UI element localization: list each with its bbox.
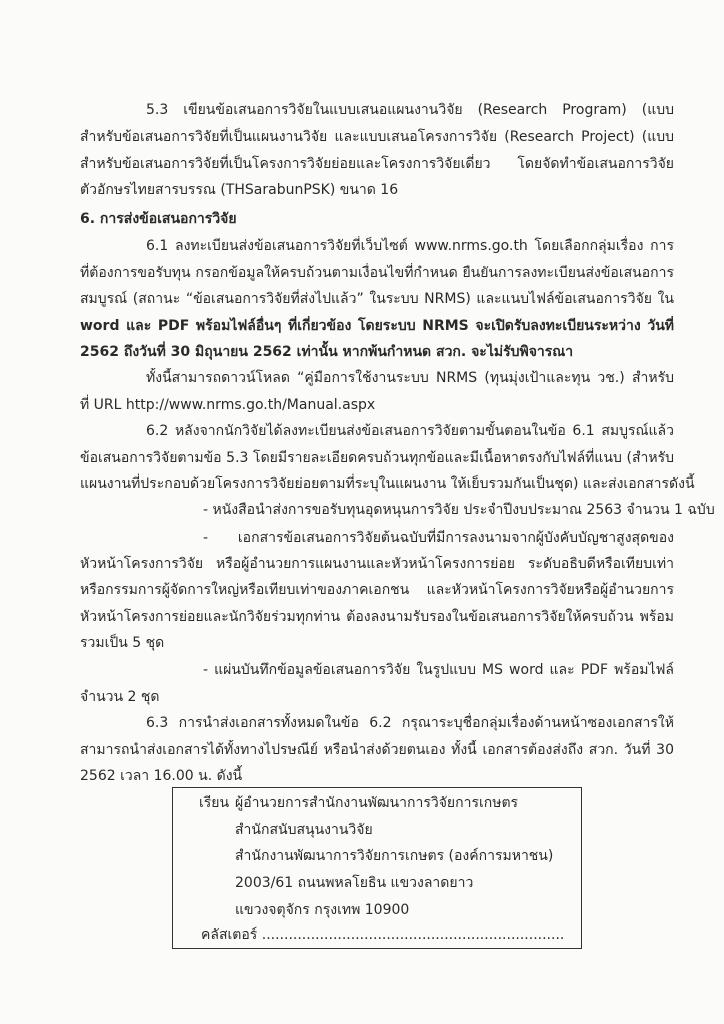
text-line: จำนวน 2 ชุด [80,689,160,705]
address-line: สำนักสนับสนุนงานวิจัย [235,822,373,838]
text-line: 2562 เวลา 16.00 น. ดังนี้ [80,768,243,784]
text-line: หรือกรรมการผู้จัดการใหญ่หรือเทียบเท่าของภาคเอกชน และหัวหน้าโครงการวิจัยหรือผู้อำนวยการ [80,582,674,598]
text-line: ทั้งนี้สามารถดาวน์โหลด “คู่มือการใช้งานระบบ NRMS (ทุนมุ่งเป้าและทุน วช.) สำหรับ [146,370,674,386]
address-line: 2003/61 ถนนพหลโยธิน แขวงลาดยาว [235,875,474,891]
text-line: รวมเป็น 5 ชุด [80,635,165,651]
text-line: 5.3 เขียนข้อเสนอการวิจัยในแบบเสนอแผนงานวิจัย (Research Program) (แบบ [146,102,674,118]
bullet-item: - เอกสารข้อเสนอการวิจัยต้นฉบับที่มีการลงนามจากผู้บังคับบัญชาสูงสุดของ [203,530,674,546]
address-box [172,787,582,949]
text-line: 6.2 หลังจากนักวิจัยได้ลงทะเบียนส่งข้อเสนอการวิจัยตามขั้นตอนในข้อ 6.1 สมบูรณ์แล้ว [146,423,674,439]
text-line: หัวหน้าโครงการวิจัย หรือผู้อำนวยการแผนงานและหัวหน้าโครงการย่อย ระดับอธิบดีหรือเทียบเท่า [80,556,674,572]
address-line: สำนักงานพัฒนาการวิจัยการเกษตร (องค์การมหาชน) [235,848,554,864]
address-line: ผู้อำนวยการสำนักงานพัฒนาการวิจัยการเกษตร [235,795,519,811]
text-line: หัวหน้าโครงการย่อยและนักวิจัยร่วมทุกท่าน ต้องลงนามรับรองในข้อเสนอการวิจัยให้ครบถ้วน พร้อม [80,609,674,625]
text-line: แผนงานที่ประกอบด้วยโครงการวิจัยย่อยตามที่ระบุในแผนงาน ให้เย็บรวมกันเป็นชุด) และส่งเอกสารดังนี้ [80,476,695,492]
text-line: 6.3 การนำส่งเอกสารทั้งหมดในข้อ 6.2 กรุณาระบุชื่อกลุ่มเรื่องด้านหน้าซองเอกสารให้ [146,715,674,731]
section-heading: 6. การส่งข้อเสนอการวิจัย [80,211,237,227]
salutation: เรียน [199,795,230,811]
text-line: สามารถนำส่งเอกสารได้ทั้งทางไปรษณีย์ หรือนำส่งด้วยตนเอง ทั้งนี้ เอกสารต้องส่งถึง สวก. วันที่ 30 [80,742,674,758]
manual-url: ที่ URL http://www.nrms.go.th/Manual.aspx [80,397,376,413]
text-line: ข้อเสนอการวิจัยตามข้อ 5.3 โดยมีรายละเอียดครบถ้วนทุกข้อและมีเนื้อหาตรงกับไฟล์ที่แนบ (สำหรับ [80,450,674,466]
text-line: สำหรับข้อเสนอการวิจัยที่เป็นโครงการวิจัยย่อยและโครงการวิจัยเดี่ยว โดยจัดทำข้อเสนอการวิจัย [80,156,674,172]
address-line: แขวงจตุจักร กรุงเทพ 10900 [235,902,410,918]
text-line: ตัวอักษรไทยสารบรรณ (THSarabunPSK) ขนาด 16 [80,182,399,198]
text-line: 6.1 ลงทะเบียนส่งข้อเสนอการวิจัยที่เว็บไซต์ www.nrms.go.th โดยเลือกกลุ่มเรื่อง การ [146,238,674,254]
text-line: 2562 ถึงวันที่ 30 มิถุนายน 2562 เท่านั้น หากพ้นกำหนด สวก. จะไม่รับพิจารณา [80,344,574,360]
bullet-item: - แผ่นบันทึกข้อมูลข้อเสนอการวิจัย ในรูปแบบ MS word และ PDF พร้อมไฟล์ [203,662,674,678]
text-line: สมบูรณ์ (สถานะ “ข้อเสนอการวิจัยที่ส่งไปแล้ว” ในระบบ NRMS) และแนบไฟล์ข้อเสนอการวิจัย ใน [80,291,674,307]
text-line: word และ PDF พร้อมไฟล์อื่นๆ ที่เกี่ยวข้อง โดยระบบ NRMS จะเปิดรับลงทะเบียนระหว่าง วันที่ [80,318,674,334]
cluster-field: คลัสเตอร์ .................................................................... [201,927,565,943]
text-line: ที่ต้องการขอรับทุน กรอกข้อมูลให้ครบถ้วนตามเงื่อนไขที่กำหนด ยืนยันการลงทะเบียนส่งข้อเสนอการ [80,265,674,281]
text-line: สำหรับข้อเสนอการวิจัยที่เป็นแผนงานวิจัย และแบบเสนอโครงการวิจัย (Research Project) (แบบ [80,129,674,145]
bullet-item: - หนังสือนำส่งการขอรับทุนอุดหนุนการวิจัย ประจำปีงบประมาณ 2563 จำนวน 1 ฉบับ [203,502,715,518]
